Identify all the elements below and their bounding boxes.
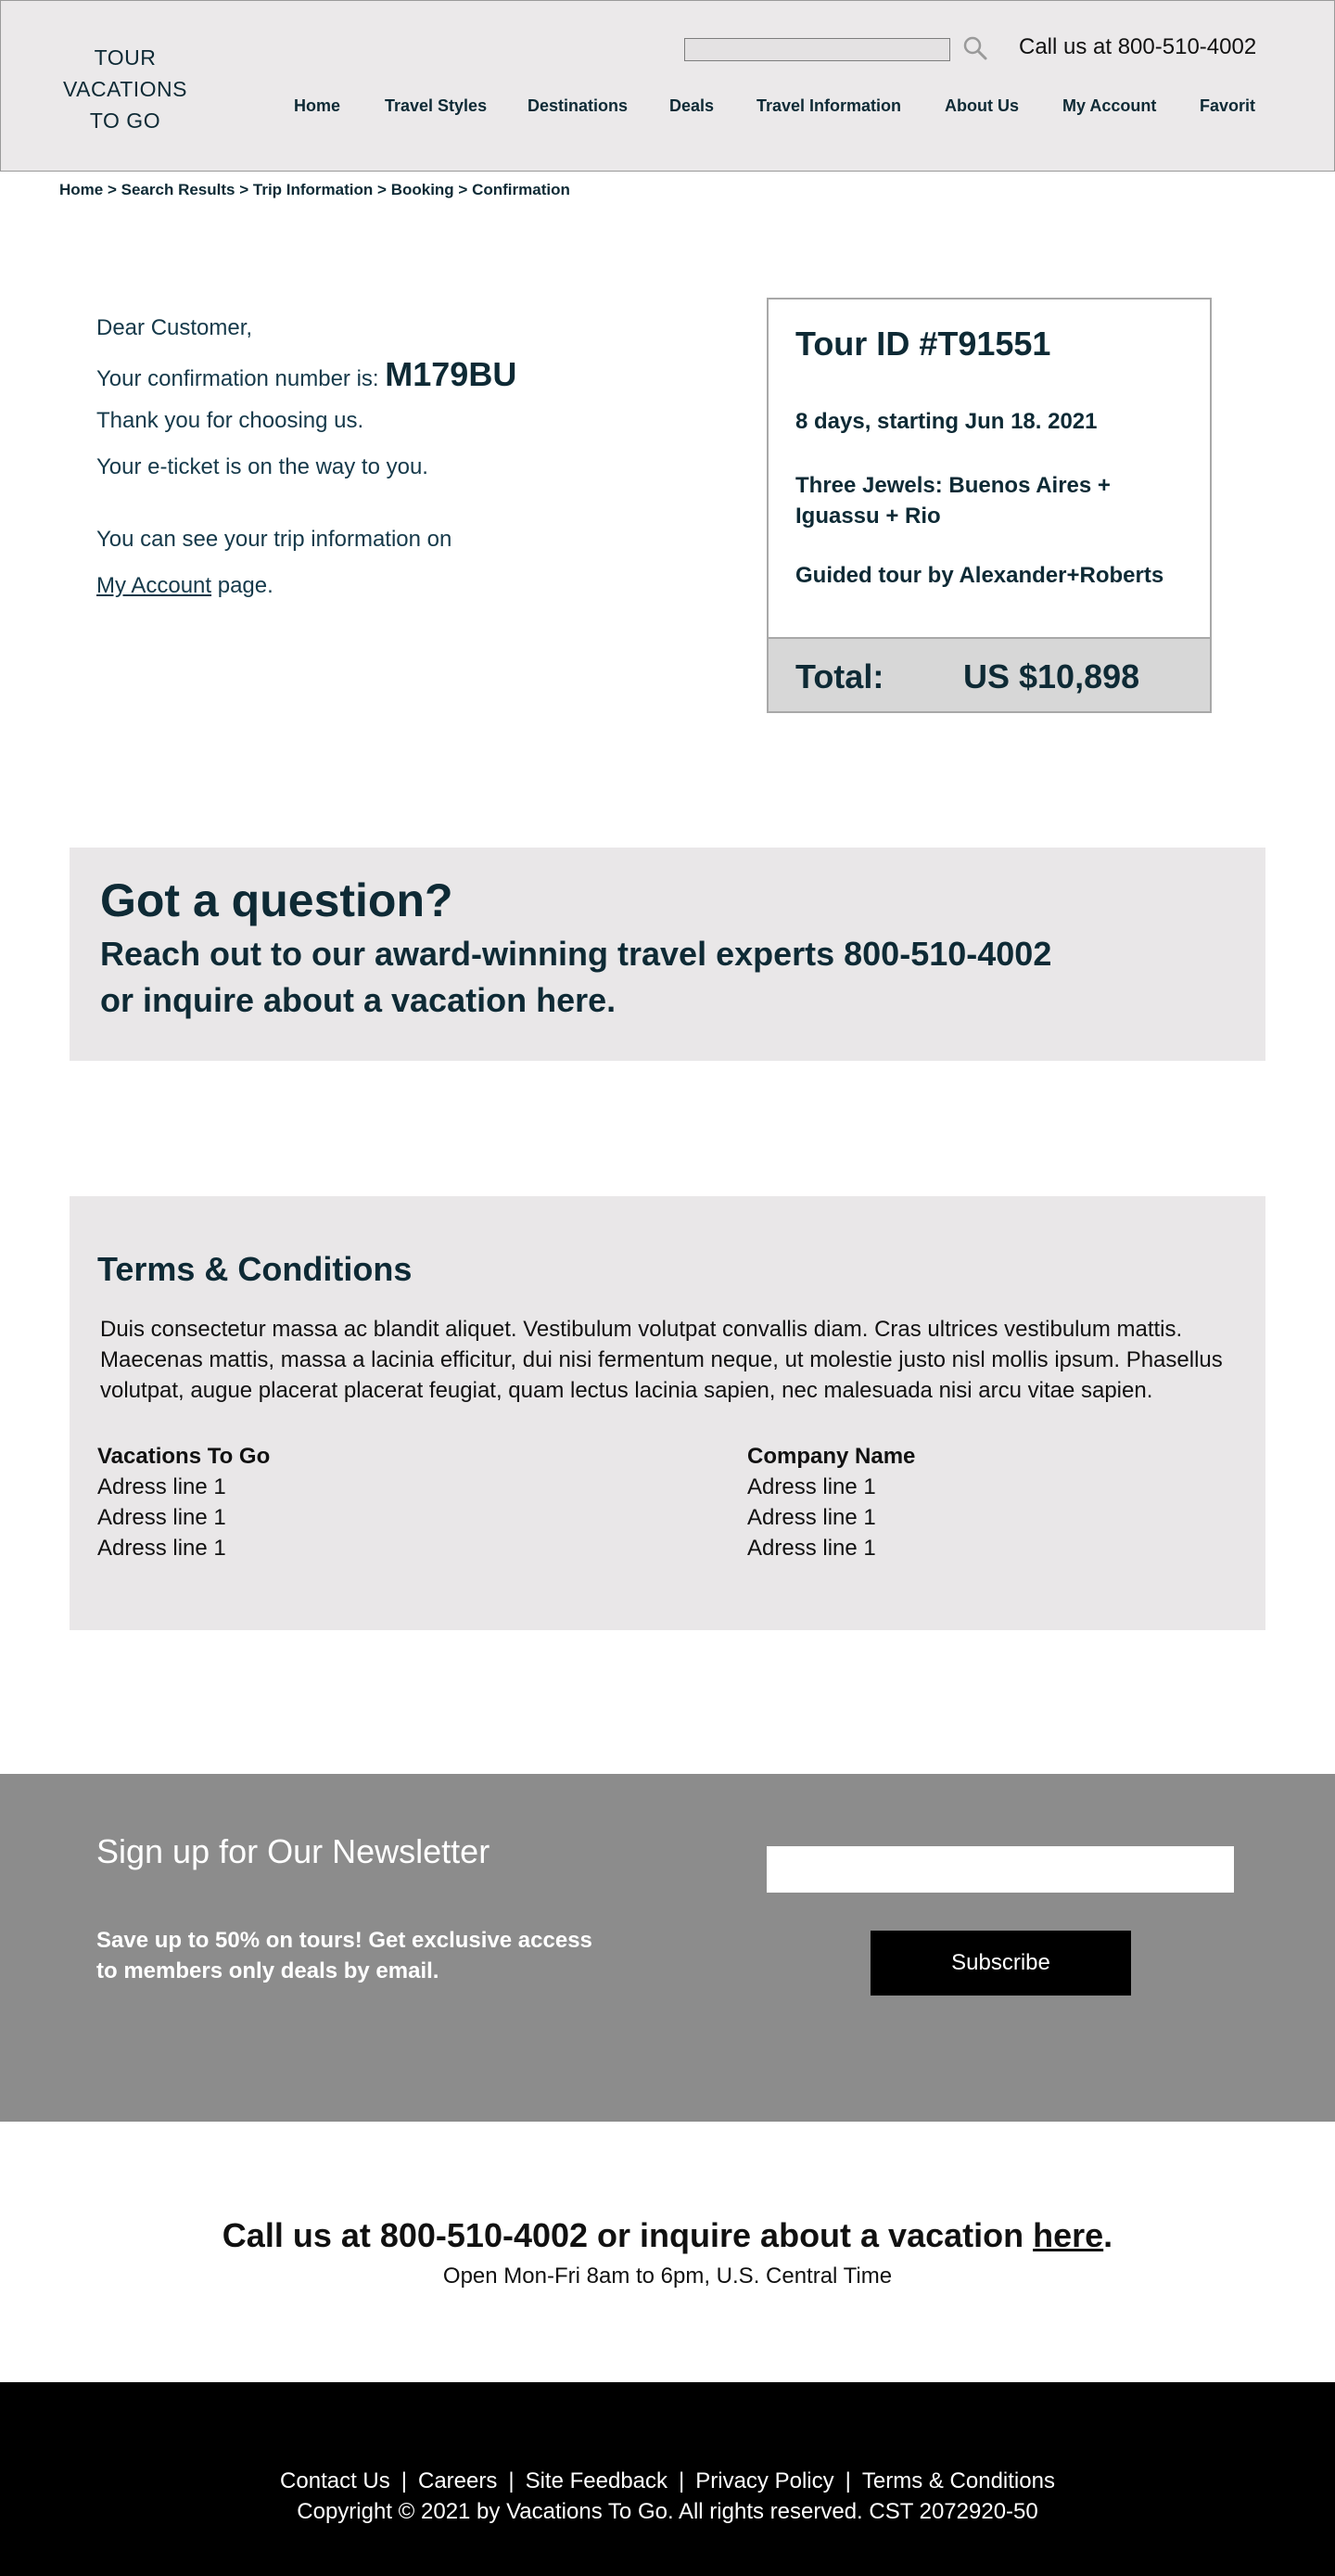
address-line: Adress line 1 <box>97 1474 226 1499</box>
page-suffix: page. <box>217 573 273 598</box>
breadcrumb-home[interactable]: Home <box>59 181 104 198</box>
tour-summary-card <box>767 298 1212 713</box>
call-cta-suffix: . <box>1103 2216 1113 2254</box>
logo-line-3: TO GO <box>89 108 161 133</box>
nav-favorit[interactable]: Favorit <box>1200 96 1256 115</box>
subscribe-button[interactable]: Subscribe <box>871 1931 1131 1996</box>
copyright: Copyright © 2021 by Vacations To Go. All rights reserved. CST 2072920-50 <box>297 2499 1038 2524</box>
newsletter-section <box>0 1774 1335 2122</box>
search-icon[interactable] <box>961 34 989 62</box>
trip-info-text: You can see your trip information on <box>96 527 452 552</box>
total-value: US $10,898 <box>963 657 1140 695</box>
breadcrumb-separator: > <box>107 181 117 198</box>
nav-home[interactable]: Home <box>294 96 341 115</box>
footer-separator: | <box>679 2468 685 2493</box>
logo-line-1: TOUR <box>94 45 157 70</box>
logo[interactable] <box>53 42 197 136</box>
site-footer <box>0 2382 1335 2576</box>
question-line-2[interactable]: or inquire about a vacation here. <box>100 981 617 1019</box>
breadcrumb-search-results[interactable]: Search Results <box>121 181 235 198</box>
address-block-vacations <box>97 1441 579 1563</box>
tour-guide: Guided tour by Alexander+Roberts <box>795 563 1164 588</box>
address-line: Adress line 1 <box>747 1474 876 1499</box>
breadcrumb-booking[interactable]: Booking <box>390 181 454 198</box>
inquire-here-link[interactable]: here <box>1033 2216 1104 2254</box>
footer-contact-link[interactable]: Contact Us <box>280 2468 390 2493</box>
question-panel <box>70 848 1265 1061</box>
call-cta-text: Call us at 800-510-4002 or inquire about a vacation <box>222 2216 1034 2254</box>
footer-separator: | <box>508 2468 515 2493</box>
tour-total-bar <box>769 637 1210 711</box>
breadcrumb-separator: > <box>239 181 249 198</box>
tour-dates: 8 days, starting Jun 18. 2021 <box>795 409 1098 434</box>
newsletter-email-input[interactable] <box>766 1845 1235 1894</box>
footer-separator: | <box>400 2468 407 2493</box>
nav-destinations[interactable]: Destinations <box>528 96 629 115</box>
address-line: Adress line 1 <box>97 1536 226 1561</box>
confirmation-number-line <box>96 356 653 402</box>
confirmation-message <box>96 310 653 614</box>
address-heading: Vacations To Go <box>97 1444 271 1469</box>
address-line: Adress line 1 <box>747 1536 876 1561</box>
footer-separator: | <box>845 2468 851 2493</box>
address-block-company <box>747 1441 1229 1563</box>
address-heading: Company Name <box>747 1444 916 1469</box>
breadcrumb-trip-information[interactable]: Trip Information <box>252 181 374 198</box>
office-hours: Open Mon-Fri 8am to 6pm, U.S. Central Time <box>442 2264 893 2289</box>
account-link-line <box>96 567 653 614</box>
confirmation-number: M179BU <box>385 355 517 393</box>
footer-privacy-link[interactable]: Privacy Policy <box>695 2468 834 2493</box>
my-account-link[interactable]: My Account <box>96 573 212 598</box>
breadcrumb <box>59 181 570 199</box>
tour-name: Three Jewels: Buenos Aires + Iguassu + Rio <box>795 473 1111 529</box>
thank-you-text: Thank you for choosing us. <box>96 408 364 433</box>
question-text <box>100 931 1213 1024</box>
newsletter-title: Sign up for Our Newsletter <box>96 1832 490 1870</box>
breadcrumb-separator: > <box>377 181 387 198</box>
address-line: Adress line 1 <box>747 1505 876 1530</box>
footer-feedback-link[interactable]: Site Feedback <box>525 2468 668 2493</box>
breadcrumb-confirmation[interactable]: Confirmation <box>472 181 570 198</box>
nav-my-account[interactable]: My Account <box>1062 96 1157 115</box>
nav-travel-information[interactable]: Travel Information <box>756 96 902 115</box>
tour-id: Tour ID #T91551 <box>795 325 1051 363</box>
footer-careers-link[interactable]: Careers <box>418 2468 498 2493</box>
logo-line-2: VACATIONS <box>63 77 187 101</box>
footer-links <box>0 2468 1335 2494</box>
greeting: Dear Customer, <box>96 315 253 340</box>
nav-deals[interactable]: Deals <box>669 96 715 115</box>
question-line-1: Reach out to our award-winning travel experts 800-510-4002 <box>100 935 1052 973</box>
confirmation-number-label: Your confirmation number is: <box>96 366 379 391</box>
nav-travel-styles[interactable]: Travel Styles <box>385 96 488 115</box>
terms-body: Duis consectetur massa ac blandit aliquet. Vestibulum volutpat convallis diam. Cras ultrices vestibulum mattis. Maecenas mattis, massa a lacinia efficitur, dui nisi fermentum neque, ut molestie justo nisl mollis ipsum. Phasellus volutpat, augue placerat placerat feugiat, quam lectus lacinia sapien, nec malesuada nisi arcu vitae sapien. <box>100 1317 1223 1403</box>
terms-title: Terms & Conditions <box>97 1250 413 1288</box>
address-line: Adress line 1 <box>97 1505 226 1530</box>
breadcrumb-separator: > <box>458 181 468 198</box>
eticket-text: Your e-ticket is on the way to you. <box>96 454 428 479</box>
nav-about-us[interactable]: About Us <box>945 96 1019 115</box>
site-header <box>0 0 1335 172</box>
search-input[interactable] <box>684 38 950 61</box>
header-call-text: Call us at 800-510-4002 <box>1019 34 1257 59</box>
terms-panel <box>70 1196 1265 1630</box>
footer-terms-link[interactable]: Terms & Conditions <box>861 2468 1055 2493</box>
call-cta <box>0 2216 1335 2255</box>
newsletter-text: Save up to 50% on tours! Get exclusive access to members only deals by email. <box>96 1928 592 1983</box>
question-title: Got a question? <box>100 874 453 926</box>
main-nav <box>1 96 1335 119</box>
total-label: Total: <box>795 657 884 695</box>
